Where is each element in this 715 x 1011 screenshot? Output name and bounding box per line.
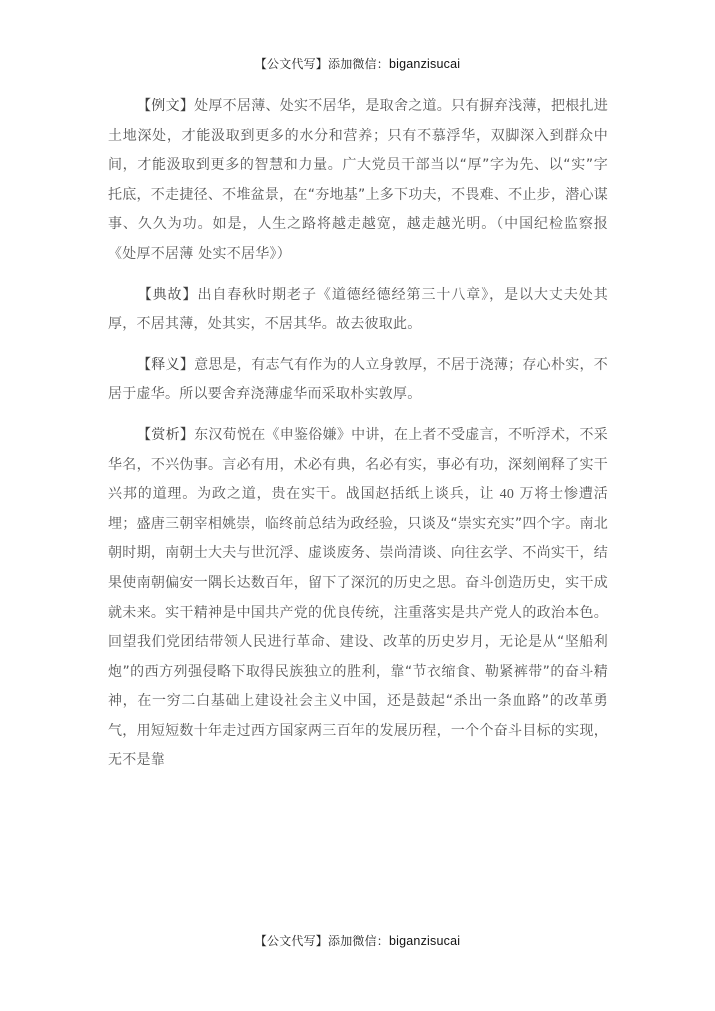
footer-wechat-id: biganzisucai xyxy=(389,934,461,948)
paragraph-tag: 【释义】 xyxy=(137,356,195,373)
page-footer xyxy=(0,932,715,949)
footer-brand-text: 【公文代写】添加微信： xyxy=(254,934,389,948)
paragraph-number: 40 xyxy=(499,487,515,503)
paragraph-allusion xyxy=(108,281,608,340)
paragraph-example xyxy=(108,92,608,270)
page-header xyxy=(0,55,715,72)
paragraph-tag: 【例文】 xyxy=(137,98,195,114)
paragraph-text: 出自春秋时期老子《道德经德经第三十八章》，是以大丈夫处其厚，不居其薄，处其实，不居其华。故去彼取此。 xyxy=(108,286,608,333)
paragraph-tag: 【赏析】 xyxy=(137,426,195,443)
header-brand-text: 【公文代写】添加微信： xyxy=(254,57,389,71)
paragraph-meaning xyxy=(108,351,608,410)
document-body xyxy=(108,92,608,777)
paragraph-text: 东汉荀悦在《申鉴俗嫌》中讲，在上者不受虚言，不听浮术，不采华名，不兴伪事。言必有用，术必有典，名必有实，事必有功，深刻阐释了实干兴邦的道理。为政之道，贵在实干。战国赵括纸上谈兵，让 xyxy=(108,426,609,503)
header-wechat-id: biganzisucai xyxy=(389,57,461,71)
paragraph-text: 万将士惨遭活埋；盛唐三朝宰相姚崇，临终前总结为政经验，只谈及“崇实充实”四个字。南北朝时期，南朝士大夫与世沉浮、虚谈废务、崇尚清谈、向往玄学、不尚实干，结果使南朝偏安一隅长达数百年，留下了深沉的历史之思。奋斗创造历史，实干成就未来。实干精神是中国共产党的优良传统，注重落实是共产党人的政治本色。回望我们党团结带领人民进行革命、建设、改革的历史岁月，无论是从“坚船利炮”的西方列强侵略下取得民族独立的胜利，靠“节衣缩食、勒紧裤带”的奋斗精神，在一穷二白基础上建设社会主义中国，还是鼓起“杀出一条血路”的改革勇气，用短短数十年走过西方国家两三百年的发展历程，一个个奋斗目标的实现，无不是靠 xyxy=(108,486,609,769)
paragraph-text: 处厚不居薄、处实不居华，是取舍之道。只有摒弃浅薄，把根扎进土地深处，才能汲取到更多的水分和营养；只有不慕浮华，双脚深入到群众中间，才能汲取到更多的智慧和力量。广大党员干部当以“厚”字为先、以“实”字托底，不走捷径、不堆盆景，在“夯地基”上多下功夫，不畏难、不止步，潜心谋事、久久为功。如是，人生之路将越走越宽，越走越光明。（中国纪检监察报《处厚不居薄 处实不居华》） xyxy=(108,98,609,262)
paragraph-text: 意思是，有志气有作为的人立身敦厚，不居于浇薄；存心朴实，不居于虚华。所以要舍弃浇薄虚华而采取朴实敦厚。 xyxy=(108,356,609,403)
paragraph-analysis xyxy=(108,421,608,776)
paragraph-tag: 【典故】 xyxy=(137,286,198,303)
